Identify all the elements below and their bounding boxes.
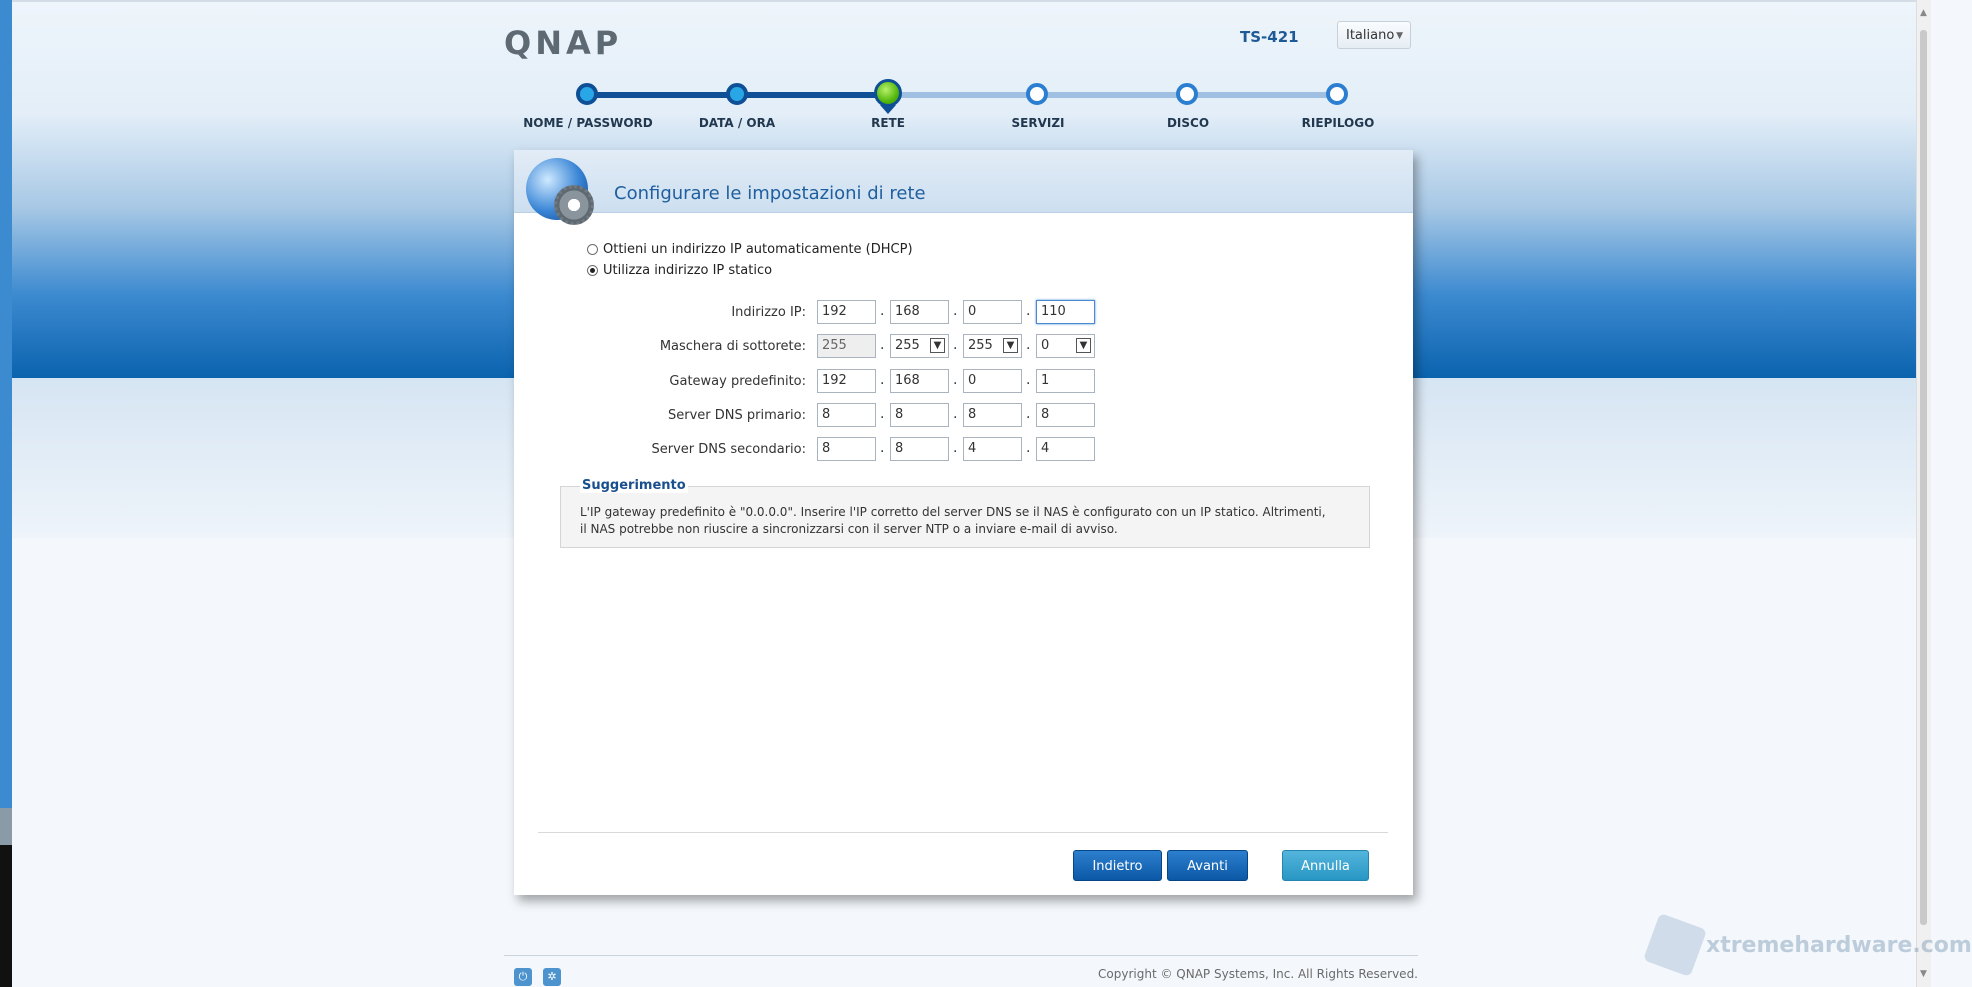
stepper-track-todo (888, 92, 1337, 98)
step-dot-servizi (1026, 83, 1048, 105)
language-selected: Italiano (1346, 28, 1395, 43)
caret-down-icon: ▼ (1396, 31, 1403, 41)
chevron-down-icon[interactable]: ▼ (930, 338, 945, 353)
dhcp-radio[interactable] (587, 244, 598, 255)
gateway-label: Gateway predefinito: (669, 374, 806, 389)
next-button[interactable]: Avanti (1167, 850, 1248, 881)
scroll-down-icon[interactable]: ▼ (1920, 969, 1927, 979)
current-step-pointer-icon (880, 105, 896, 114)
qnap-logo: QNAP (504, 24, 623, 62)
dns-primary-octet-1[interactable]: 8 (817, 403, 876, 427)
mask-octet-2-value: 255 (895, 338, 920, 353)
mask-octet-4-select[interactable] (1036, 334, 1095, 358)
ip-dot-3: . (1026, 303, 1031, 319)
dns-secondary-octet-3[interactable]: 4 (963, 437, 1022, 461)
network-settings-panel (514, 150, 1413, 895)
mask-octet-3-value: 255 (968, 338, 993, 353)
footer-line (504, 955, 1418, 956)
panel-header (514, 150, 1413, 213)
dns-primary-dot-2: . (953, 406, 958, 422)
tip-title: Suggerimento (582, 478, 686, 493)
ip-address-label: Indirizzo IP: (731, 305, 806, 320)
mask-octet-1-value: 255 (822, 338, 847, 353)
separator (538, 832, 1388, 833)
mask-dot-1: . (880, 337, 885, 353)
gateway-octet-1[interactable]: 192 (817, 369, 876, 393)
vertical-scrollbar[interactable] (1916, 0, 1931, 987)
mask-octet-4-value: 0 (1041, 338, 1050, 353)
dns-secondary-octet-4[interactable]: 4 (1036, 437, 1095, 461)
ip-dot-2: . (953, 303, 958, 319)
dns-primary-dot-1: . (880, 406, 885, 422)
static-ip-radio[interactable] (587, 265, 598, 276)
gateway-dot-2: . (953, 372, 958, 388)
settings-icon[interactable]: ✲ (543, 968, 561, 986)
dns-primary-dot-3: . (1026, 406, 1031, 422)
gateway-octet-4[interactable]: 1 (1036, 369, 1095, 393)
panel-title: Configurare le impostazioni di rete (614, 183, 926, 204)
cancel-button[interactable]: Annulla (1282, 850, 1369, 881)
gateway-dot-3: . (1026, 372, 1031, 388)
gear-icon (554, 185, 594, 225)
copyright: Copyright © QNAP Systems, Inc. All Rights Reserved. (1098, 967, 1418, 981)
mask-dot-2: . (953, 337, 958, 353)
dns-primary-octet-3[interactable]: 8 (963, 403, 1022, 427)
tip-line-2: il NAS potrebbe non riuscire a sincronizzarsi con il server NTP o a inviare e-mail di avviso. (580, 522, 1118, 536)
step-label-rete: RETE (871, 116, 905, 130)
tip-text (580, 504, 1360, 538)
left-edge-dark (0, 845, 12, 987)
step-dot-nome-password (576, 83, 598, 105)
gateway-octet-3[interactable]: 0 (963, 369, 1022, 393)
scrollbar-thumb[interactable] (1920, 30, 1927, 925)
step-dot-riepilogo (1326, 83, 1348, 105)
ip-octet-4[interactable]: 110 (1036, 300, 1095, 324)
dhcp-label: Ottieni un indirizzo IP automaticamente (DHCP) (603, 242, 913, 257)
step-label-data-ora: DATA / ORA (698, 116, 776, 130)
static-ip-option[interactable] (587, 263, 772, 278)
dns-secondary-dot-3: . (1026, 440, 1031, 456)
dns-primary-label: Server DNS primario: (667, 408, 806, 423)
language-select[interactable] (1337, 21, 1411, 49)
ip-octet-2[interactable]: 168 (890, 300, 949, 324)
tip-line-1: L'IP gateway predefinito è "0.0.0.0". Inserire l'IP corretto del server DNS se il NAS è configurato con un IP statico. Altrimenti, (580, 505, 1326, 519)
static-ip-label: Utilizza indirizzo IP statico (603, 263, 773, 278)
step-dot-disco (1176, 83, 1198, 105)
mask-octet-2-select[interactable] (890, 334, 949, 358)
subnet-mask-label: Maschera di sottorete: (659, 339, 806, 354)
dns-primary-octet-2[interactable]: 8 (890, 403, 949, 427)
step-label-disco: DISCO (1166, 116, 1210, 130)
ip-dot-1: . (880, 303, 885, 319)
top-line (12, 0, 1917, 2)
chevron-down-icon[interactable]: ▼ (1003, 338, 1018, 353)
dns-secondary-octet-2[interactable]: 8 (890, 437, 949, 461)
model-name: TS-421 (1240, 28, 1299, 46)
ip-octet-3[interactable]: 0 (963, 300, 1022, 324)
ip-octet-1[interactable]: 192 (817, 300, 876, 324)
chevron-down-icon[interactable]: ▼ (1076, 338, 1091, 353)
back-button[interactable]: Indietro (1073, 850, 1162, 881)
left-edge-mid (0, 808, 12, 845)
step-dot-rete (874, 79, 902, 107)
scroll-up-icon[interactable]: ▲ (1920, 8, 1927, 18)
gateway-octet-2[interactable]: 168 (890, 369, 949, 393)
mask-octet-1 (817, 334, 876, 358)
gateway-dot-1: . (880, 372, 885, 388)
step-label-servizi: SERVIZI (1011, 116, 1065, 130)
step-dot-data-ora (726, 83, 748, 105)
watermark-logo-icon (1643, 913, 1707, 977)
watermark (1650, 920, 1972, 970)
dns-secondary-dot-1: . (880, 440, 885, 456)
left-edge (0, 0, 12, 987)
power-icon[interactable]: ⏻ (514, 968, 532, 986)
watermark-text: xtremehardware.com (1706, 932, 1972, 958)
mask-octet-3-select[interactable] (963, 334, 1022, 358)
step-label-riepilogo: RIEPILOGO (1301, 116, 1375, 130)
wizard-stepper (587, 92, 1337, 100)
dns-secondary-dot-2: . (953, 440, 958, 456)
dns-primary-octet-4[interactable]: 8 (1036, 403, 1095, 427)
dns-secondary-octet-1[interactable]: 8 (817, 437, 876, 461)
mask-dot-3: . (1026, 337, 1031, 353)
step-label-nome-password: NOME / PASSWORD (523, 116, 653, 130)
dhcp-option[interactable] (587, 242, 913, 257)
dns-secondary-label: Server DNS secondario: (651, 442, 806, 457)
